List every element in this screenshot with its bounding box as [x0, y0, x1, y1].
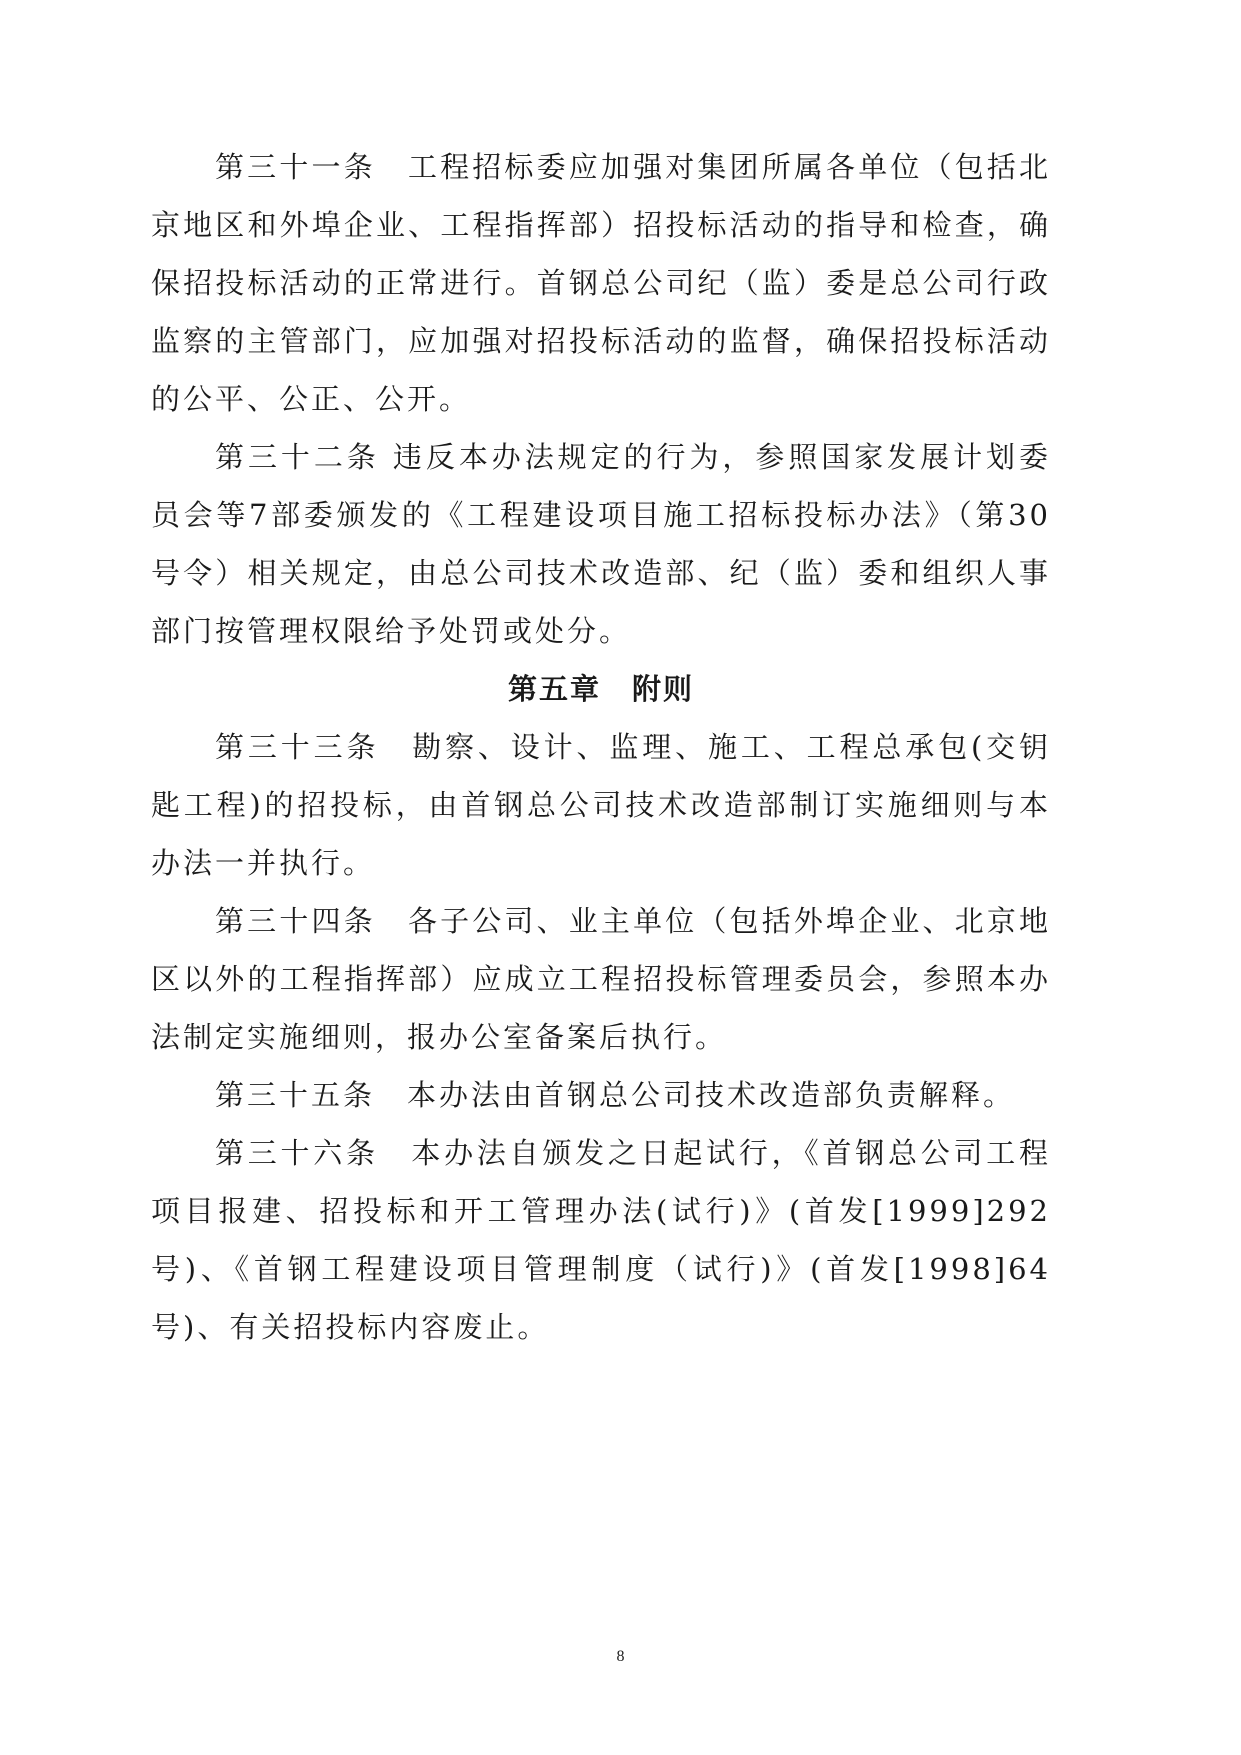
chapter-title: 第五章 附则: [507, 672, 694, 706]
article-31: 第三十一条 工程招标委应加强对集团所属各单位（包括北京地区和外埠企业、工程指挥部）招投标活动的指导和检查，确保招投标活动的正常进行。首钢总公司纪（监）委是总公司行政监察的主管部门，应加强对招投标活动的监督，确保招投标活动的公平、公正、公开。: [151, 150, 1051, 416]
article-33: 第三十三条 勘察、设计、监理、施工、工程总承包(交钥匙工程)的招投标，由首钢总公司技术改造部制订实施细则与本办法一并执行。: [151, 730, 1051, 880]
article-32: 第三十二条 违反本办法规定的行为，参照国家发展计划委员会等7部委颁发的《工程建设项目施工招标投标办法》（第30号令）相关规定，由总公司技术改造部、纪（监）委和组织人事部门按管理权限给予处罚或处分。: [151, 440, 1051, 648]
article-34: 第三十四条 各子公司、业主单位（包括外埠企业、北京地区以外的工程指挥部）应成立工程招投标管理委员会，参照本办法制定实施细则，报办公室备案后执行。: [151, 904, 1051, 1054]
article-36: 第三十六条 本办法自颁发之日起试行，《首钢总公司工程项目报建、招投标和开工管理办法(试行)》(首发[1999]292号)、《首钢工程建设项目管理制度（试行)》(首发[1998]64号)、有关招投标内容废止。: [151, 1136, 1051, 1344]
article-35: 第三十五条 本办法由首钢总公司技术改造部负责解释。: [215, 1078, 1016, 1112]
document-body: [151, 138, 1051, 1356]
page-number: 8: [616, 1648, 625, 1665]
